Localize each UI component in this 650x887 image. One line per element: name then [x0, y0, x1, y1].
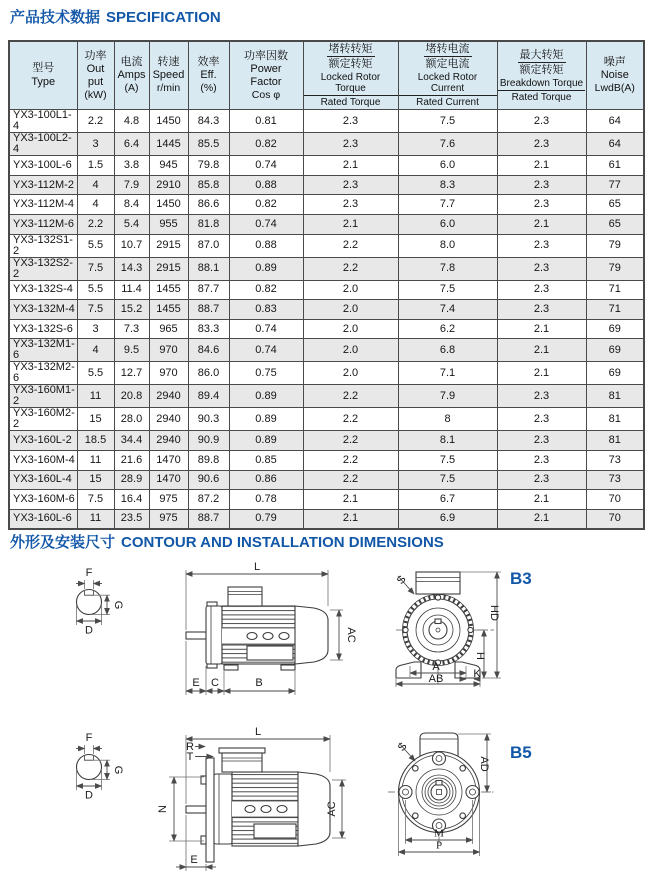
model-cell: YX3-160M1-2 — [9, 385, 77, 408]
value-cell: 0.85 — [229, 450, 303, 470]
value-cell: 9.5 — [114, 339, 149, 362]
value-cell: 2.3 — [497, 450, 586, 470]
value-cell: 11 — [77, 509, 114, 529]
col-header-eff: 效率 Eff. (%) — [188, 41, 229, 110]
value-cell: 2.2 — [303, 470, 398, 490]
value-cell: 8.3 — [398, 175, 497, 195]
value-cell: 7.5 — [77, 300, 114, 320]
value-cell: 64 — [586, 133, 644, 156]
value-cell: 8.1 — [398, 431, 497, 451]
value-cell: 1450 — [149, 195, 188, 215]
col-header-power-factor: 功率因数 Power Factor Cos φ — [229, 41, 303, 110]
b3-dim-hd: HD — [488, 605, 500, 621]
col-header-power: 功率 Out put (kW) — [77, 41, 114, 110]
value-cell: 0.82 — [229, 195, 303, 215]
value-cell: 14.3 — [114, 257, 149, 280]
model-cell: YX3-112M-6 — [9, 214, 77, 234]
value-cell: 2.3 — [497, 280, 586, 300]
table-row — [9, 300, 644, 320]
value-cell: 7.5 — [77, 490, 114, 510]
value-cell: 15 — [77, 470, 114, 490]
value-cell: 2.3 — [303, 110, 398, 133]
model-cell: YX3-160L-6 — [9, 509, 77, 529]
value-cell: 2.2 — [303, 431, 398, 451]
value-cell: 4 — [77, 175, 114, 195]
value-cell: 8 — [398, 408, 497, 431]
b5-dim-m: M — [434, 827, 444, 840]
value-cell: 61 — [586, 156, 644, 176]
value-cell: 7.5 — [398, 280, 497, 300]
value-cell: 4.8 — [114, 110, 149, 133]
value-cell: 6.7 — [398, 490, 497, 510]
col-header-noise: 噪声 Noise LwdB(A) — [586, 41, 644, 110]
b5-dim-r: R — [186, 741, 194, 753]
value-cell: 6.2 — [398, 319, 497, 339]
col-header-current: 电流 Amps (A) — [114, 41, 149, 110]
value-cell: 90.6 — [188, 470, 229, 490]
value-cell: 5.5 — [77, 234, 114, 257]
value-cell: 2.3 — [497, 133, 586, 156]
model-cell: YX3-132S2-2 — [9, 257, 77, 280]
value-cell: 2.2 — [303, 408, 398, 431]
table-row — [9, 156, 644, 176]
b5-dim-s: S — [395, 740, 410, 754]
col-header-locked-rotor-current: 堵转电流 额定电流 Locked Rotor Current Rated Current — [398, 41, 497, 110]
value-cell: 87.0 — [188, 234, 229, 257]
value-cell: 89.8 — [188, 450, 229, 470]
model-cell: YX3-160L-4 — [9, 470, 77, 490]
value-cell: 2915 — [149, 257, 188, 280]
model-cell: YX3-132S1-2 — [9, 234, 77, 257]
value-cell: 2.3 — [497, 385, 586, 408]
value-cell: 2.3 — [303, 175, 398, 195]
value-cell: 7.4 — [398, 300, 497, 320]
value-cell: 11.4 — [114, 280, 149, 300]
value-cell: 86.6 — [188, 195, 229, 215]
value-cell: 2.1 — [497, 214, 586, 234]
value-cell: 7.5 — [77, 257, 114, 280]
value-cell: 28.9 — [114, 470, 149, 490]
value-cell: 15 — [77, 408, 114, 431]
value-cell: 81 — [586, 385, 644, 408]
value-cell: 4 — [77, 339, 114, 362]
value-cell: 0.75 — [229, 362, 303, 385]
value-cell: 7.6 — [398, 133, 497, 156]
b3-front-view — [395, 572, 501, 687]
b3-dim-s: S — [394, 573, 409, 587]
b5-side-view — [157, 726, 346, 871]
table-row — [9, 234, 644, 257]
b3-dim-g: G — [112, 600, 124, 610]
model-cell: YX3-132S-4 — [9, 280, 77, 300]
table-row — [9, 319, 644, 339]
b5-dim-n: N — [157, 805, 169, 813]
value-cell: 81 — [586, 408, 644, 431]
value-cell: 73 — [586, 450, 644, 470]
value-cell: 2.1 — [303, 214, 398, 234]
value-cell: 0.79 — [229, 509, 303, 529]
value-cell: 81.8 — [188, 214, 229, 234]
model-cell: YX3-132M1-6 — [9, 339, 77, 362]
value-cell: 0.86 — [229, 470, 303, 490]
b5-dim-p: P — [435, 839, 443, 852]
value-cell: 83.3 — [188, 319, 229, 339]
value-cell: 0.74 — [229, 339, 303, 362]
value-cell: 7.9 — [398, 385, 497, 408]
header-row — [9, 41, 644, 110]
value-cell: 7.9 — [114, 175, 149, 195]
table-row — [9, 490, 644, 510]
value-cell: 1470 — [149, 450, 188, 470]
value-cell: 2.3 — [497, 300, 586, 320]
value-cell: 0.89 — [229, 408, 303, 431]
value-cell: 2.3 — [303, 133, 398, 156]
table-row — [9, 408, 644, 431]
b3-dim-e: E — [192, 677, 200, 689]
model-cell: YX3-160M2-2 — [9, 408, 77, 431]
value-cell: 0.89 — [229, 385, 303, 408]
value-cell: 2.3 — [497, 408, 586, 431]
value-cell: 2.1 — [497, 490, 586, 510]
value-cell: 1450 — [149, 110, 188, 133]
b5-shaft-section — [76, 732, 124, 802]
b3-dim-c: C — [211, 677, 219, 689]
value-cell: 18.5 — [77, 431, 114, 451]
value-cell: 0.74 — [229, 214, 303, 234]
value-cell: 7.7 — [398, 195, 497, 215]
value-cell: 28.0 — [114, 408, 149, 431]
value-cell: 0.88 — [229, 234, 303, 257]
value-cell: 955 — [149, 214, 188, 234]
value-cell: 2.3 — [497, 110, 586, 133]
value-cell: 2.2 — [77, 214, 114, 234]
b5-dim-t: T — [186, 751, 194, 763]
value-cell: 84.6 — [188, 339, 229, 362]
b3-dim-ac: AC — [345, 627, 357, 643]
value-cell: 7.5 — [398, 450, 497, 470]
value-cell: 8.4 — [114, 195, 149, 215]
value-cell: 2940 — [149, 431, 188, 451]
b3-dim-h: H — [474, 652, 486, 660]
value-cell: 1455 — [149, 300, 188, 320]
b5-dim-ac: AC — [326, 801, 338, 817]
value-cell: 73 — [586, 470, 644, 490]
dims-title-en: CONTOUR AND INSTALLATION DIMENSIONS — [121, 534, 444, 551]
table-row — [9, 175, 644, 195]
value-cell: 2.3 — [497, 431, 586, 451]
value-cell: 2.3 — [497, 470, 586, 490]
b3-dim-b: B — [255, 677, 263, 689]
model-cell: YX3-112M-2 — [9, 175, 77, 195]
value-cell: 1470 — [149, 470, 188, 490]
value-cell: 69 — [586, 362, 644, 385]
value-cell: 65 — [586, 195, 644, 215]
table-row — [9, 280, 644, 300]
value-cell: 8.0 — [398, 234, 497, 257]
value-cell: 2.1 — [303, 509, 398, 529]
b3-shaft-section — [76, 567, 124, 637]
value-cell: 0.74 — [229, 319, 303, 339]
b3-dim-d: D — [85, 624, 93, 637]
value-cell: 5.5 — [77, 280, 114, 300]
b5-dim-d: D — [85, 789, 93, 802]
table-row — [9, 110, 644, 133]
value-cell: 0.78 — [229, 490, 303, 510]
value-cell: 79.8 — [188, 156, 229, 176]
value-cell: 2.1 — [497, 509, 586, 529]
value-cell: 88.7 — [188, 300, 229, 320]
model-cell: YX3-160M-6 — [9, 490, 77, 510]
table-row — [9, 470, 644, 490]
b5-dim-g: G — [112, 765, 124, 775]
col-header-locked-rotor-torque: 堵转转矩 额定转矩 Locked Rotor Torque Rated Torque — [303, 41, 398, 110]
col-header-speed: 转速 Speed r/min — [149, 41, 188, 110]
value-cell: 12.7 — [114, 362, 149, 385]
value-cell: 70 — [586, 490, 644, 510]
value-cell: 2.0 — [303, 339, 398, 362]
b3-dim-a: A — [432, 661, 440, 673]
value-cell: 975 — [149, 509, 188, 529]
value-cell: 965 — [149, 319, 188, 339]
value-cell: 15.2 — [114, 300, 149, 320]
value-cell: 0.82 — [229, 133, 303, 156]
b3-dim-l: L — [253, 561, 261, 573]
value-cell: 7.1 — [398, 362, 497, 385]
value-cell: 2.2 — [303, 450, 398, 470]
value-cell: 970 — [149, 362, 188, 385]
value-cell: 7.5 — [398, 110, 497, 133]
value-cell: 86.0 — [188, 362, 229, 385]
b3-dim-k: K — [473, 668, 481, 680]
dims-title-zh: 外形及安装尺寸 — [10, 534, 116, 551]
value-cell: 6.4 — [114, 133, 149, 156]
value-cell: 2.2 — [303, 234, 398, 257]
value-cell: 3 — [77, 133, 114, 156]
value-cell: 2.2 — [303, 257, 398, 280]
value-cell: 2910 — [149, 175, 188, 195]
value-cell: 6.0 — [398, 156, 497, 176]
b3-view-label: B3 — [510, 569, 532, 588]
value-cell: 2.1 — [303, 490, 398, 510]
value-cell: 6.9 — [398, 509, 497, 529]
value-cell: 2.2 — [303, 385, 398, 408]
value-cell: 2.2 — [77, 110, 114, 133]
value-cell: 2940 — [149, 408, 188, 431]
b3-side-view — [186, 561, 357, 695]
value-cell: 21.6 — [114, 450, 149, 470]
value-cell: 2.1 — [497, 319, 586, 339]
table-row — [9, 214, 644, 234]
value-cell: 79 — [586, 234, 644, 257]
value-cell: 7.8 — [398, 257, 497, 280]
value-cell: 23.5 — [114, 509, 149, 529]
table-row — [9, 195, 644, 215]
spec-table-body — [9, 110, 644, 529]
value-cell: 34.4 — [114, 431, 149, 451]
value-cell: 11 — [77, 385, 114, 408]
value-cell: 3.8 — [114, 156, 149, 176]
value-cell: 0.74 — [229, 156, 303, 176]
value-cell: 88.7 — [188, 509, 229, 529]
value-cell: 0.89 — [229, 431, 303, 451]
value-cell: 2.0 — [303, 280, 398, 300]
value-cell: 87.7 — [188, 280, 229, 300]
value-cell: 2.3 — [497, 175, 586, 195]
spec-table — [8, 40, 645, 530]
value-cell: 0.83 — [229, 300, 303, 320]
value-cell: 1.5 — [77, 156, 114, 176]
value-cell: 85.8 — [188, 175, 229, 195]
table-row — [9, 385, 644, 408]
value-cell: 2.3 — [497, 234, 586, 257]
value-cell: 975 — [149, 490, 188, 510]
value-cell: 90.9 — [188, 431, 229, 451]
value-cell: 64 — [586, 110, 644, 133]
b5-dim-l: L — [254, 726, 262, 738]
b5-front-view — [388, 733, 495, 856]
value-cell: 945 — [149, 156, 188, 176]
table-row — [9, 431, 644, 451]
value-cell: 89.4 — [188, 385, 229, 408]
value-cell: 6.0 — [398, 214, 497, 234]
value-cell: 0.89 — [229, 257, 303, 280]
value-cell: 1445 — [149, 133, 188, 156]
table-row — [9, 133, 644, 156]
value-cell: 16.4 — [114, 490, 149, 510]
value-cell: 2.0 — [303, 300, 398, 320]
table-row — [9, 450, 644, 470]
model-cell: YX3-100L-6 — [9, 156, 77, 176]
b5-dim-f: F — [85, 732, 93, 744]
value-cell: 81 — [586, 431, 644, 451]
model-cell: YX3-112M-4 — [9, 195, 77, 215]
value-cell: 77 — [586, 175, 644, 195]
spec-title-zh: 产品技术数据 — [10, 9, 101, 26]
value-cell: 5.5 — [77, 362, 114, 385]
value-cell: 6.8 — [398, 339, 497, 362]
value-cell: 0.81 — [229, 110, 303, 133]
model-cell: YX3-100L2-4 — [9, 133, 77, 156]
value-cell: 71 — [586, 280, 644, 300]
value-cell: 3 — [77, 319, 114, 339]
value-cell: 2915 — [149, 234, 188, 257]
table-row — [9, 509, 644, 529]
value-cell: 20.8 — [114, 385, 149, 408]
b5-dim-e: E — [190, 854, 198, 866]
table-row — [9, 362, 644, 385]
b5-drawing — [0, 722, 650, 887]
value-cell: 2.3 — [497, 195, 586, 215]
value-cell: 4 — [77, 195, 114, 215]
value-cell: 7.3 — [114, 319, 149, 339]
value-cell: 11 — [77, 450, 114, 470]
value-cell: 2.3 — [303, 195, 398, 215]
spec-section-title — [10, 6, 221, 27]
dims-section-title — [10, 531, 444, 552]
b5-view-label: B5 — [510, 743, 532, 762]
value-cell: 2.1 — [497, 156, 586, 176]
value-cell: 69 — [586, 339, 644, 362]
value-cell: 1455 — [149, 280, 188, 300]
value-cell: 7.5 — [398, 470, 497, 490]
model-cell: YX3-132S-6 — [9, 319, 77, 339]
value-cell: 2.0 — [303, 319, 398, 339]
model-cell: YX3-160L-2 — [9, 431, 77, 451]
value-cell: 71 — [586, 300, 644, 320]
value-cell: 69 — [586, 319, 644, 339]
value-cell: 79 — [586, 257, 644, 280]
value-cell: 2.1 — [303, 156, 398, 176]
value-cell: 87.2 — [188, 490, 229, 510]
value-cell: 70 — [586, 509, 644, 529]
b3-dim-f: F — [85, 567, 93, 579]
col-header-breakdown-torque: 最大转矩 额定转矩 Breakdown Torque Rated Torque — [497, 41, 586, 110]
value-cell: 2.1 — [497, 362, 586, 385]
value-cell: 90.3 — [188, 408, 229, 431]
model-cell: YX3-160M-4 — [9, 450, 77, 470]
value-cell: 65 — [586, 214, 644, 234]
value-cell: 5.4 — [114, 214, 149, 234]
table-row — [9, 339, 644, 362]
value-cell: 2.1 — [497, 339, 586, 362]
value-cell: 84.3 — [188, 110, 229, 133]
value-cell: 85.5 — [188, 133, 229, 156]
value-cell: 2.3 — [497, 257, 586, 280]
value-cell: 10.7 — [114, 234, 149, 257]
model-cell: YX3-100L1-4 — [9, 110, 77, 133]
value-cell: 0.88 — [229, 175, 303, 195]
value-cell: 88.1 — [188, 257, 229, 280]
b5-dim-ad: AD — [478, 756, 490, 772]
value-cell: 0.82 — [229, 280, 303, 300]
spec-title-en: SPECIFICATION — [106, 9, 221, 26]
value-cell: 2940 — [149, 385, 188, 408]
value-cell: 2.0 — [303, 362, 398, 385]
model-cell: YX3-132M-4 — [9, 300, 77, 320]
table-row — [9, 257, 644, 280]
model-cell: YX3-132M2-6 — [9, 362, 77, 385]
b3-drawing — [0, 558, 650, 718]
value-cell: 970 — [149, 339, 188, 362]
col-header-type: 型号 Type — [9, 41, 77, 110]
b3-dim-ab: AB — [428, 673, 444, 685]
